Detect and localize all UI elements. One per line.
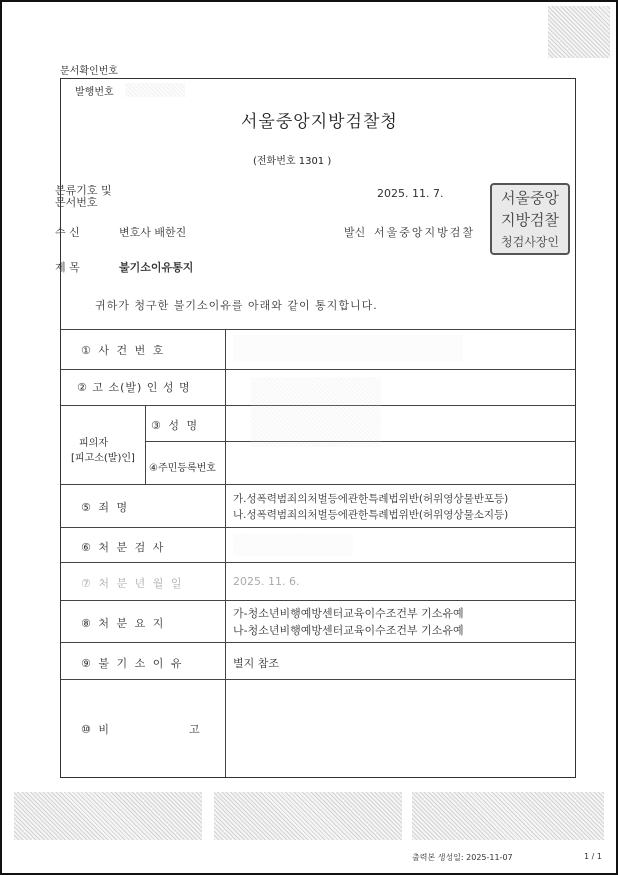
remarks-label-1: ⑩ 비 — [81, 723, 111, 736]
issue-no-label: 발행번호 — [75, 87, 114, 98]
seal-line: 서울중앙 — [501, 189, 559, 207]
intro-text: 귀하가 청구한 불기소이유를 아래와 같이 통지합니다. — [95, 299, 378, 312]
charge-label: ⑤ 죄 명 — [81, 501, 130, 514]
redaction-prosecutor — [233, 534, 353, 556]
table-line — [61, 527, 575, 528]
subject: 불기소이유통지 — [119, 261, 194, 274]
disposal-date-label: ⑦ 처 분 년 월 일 — [81, 577, 184, 590]
table-line — [61, 562, 575, 563]
scan-noise-bottom — [214, 792, 402, 840]
official-seal — [490, 183, 570, 255]
case-no-label: ① 사 건 번 호 — [81, 344, 166, 357]
suspect-label-1: 피의자 — [79, 438, 108, 449]
name-label: ③ 성 명 — [151, 419, 200, 432]
charge-1: 가.성폭력범죄의처벌등에관한특례법위반(허위영상물반포등) — [233, 493, 509, 505]
sender: 서울중앙지방검찰 — [374, 226, 476, 239]
recipient-label: 수 신 — [55, 226, 80, 239]
table-line — [61, 369, 575, 370]
scan-noise-bottom — [412, 792, 604, 840]
suspect-label-2: [피고소(발)인] — [71, 453, 135, 464]
disposal-summary-label: ⑧ 처 분 요 지 — [81, 617, 166, 630]
table-line — [61, 329, 575, 330]
org-title: 서울중앙지방검찰청 — [241, 112, 398, 132]
subject-label: 제 목 — [55, 261, 80, 274]
redaction-issue-no — [125, 83, 185, 97]
phone-line: (전화번호 1301 ) — [253, 156, 332, 167]
scan-noise-top — [548, 6, 610, 58]
reason: 별지 참조 — [233, 657, 280, 670]
table-line — [61, 679, 575, 680]
table-line — [61, 484, 575, 485]
seal-line: 청검사장인 — [501, 235, 559, 249]
complainant-label: ② 고 소(발) 인 성 명 — [77, 381, 191, 394]
table-line — [61, 642, 575, 643]
footer-page: 1 / 1 — [584, 852, 602, 861]
disposal-summary-1: 가-청소년비행예방센터교육이수조건부 기소유예 — [233, 607, 464, 620]
charge-2: 나.성폭력범죄의처벌등에관한특례법위반(허위영상물소지등) — [233, 509, 509, 521]
footer-generated: 출력본 생성일: 2025-11-07 — [412, 853, 513, 862]
reason-label: ⑨ 불 기 소 이 유 — [81, 657, 184, 670]
recipient: 변호사 배한진 — [119, 226, 187, 239]
seal-line: 지방검찰 — [501, 211, 559, 229]
class-no-label-1: 분류기호 및 — [55, 184, 112, 197]
sender-label: 발신 — [344, 226, 366, 239]
scan-noise-bottom — [14, 792, 202, 840]
table-vline — [225, 329, 226, 777]
disposal-date: 2025. 11. 6. — [233, 575, 300, 588]
table-vline — [145, 405, 146, 484]
prosecutor-label: ⑥ 처 분 검 사 — [81, 541, 166, 554]
class-no-label-2: 문서번호 — [55, 196, 98, 209]
redaction-case-no — [233, 335, 463, 361]
doc-date: 2025. 11. 7. — [377, 187, 444, 200]
remarks-label-2: 고 — [189, 723, 202, 736]
doc-check-label: 문서확인번호 — [60, 66, 118, 77]
rrn-label: ④주민등록번호 — [149, 463, 216, 474]
redaction-complainant — [251, 377, 381, 447]
table-line — [61, 600, 575, 601]
disposal-summary-2: 나-청소년비행예방센터교육이수조건부 기소유예 — [233, 624, 464, 637]
